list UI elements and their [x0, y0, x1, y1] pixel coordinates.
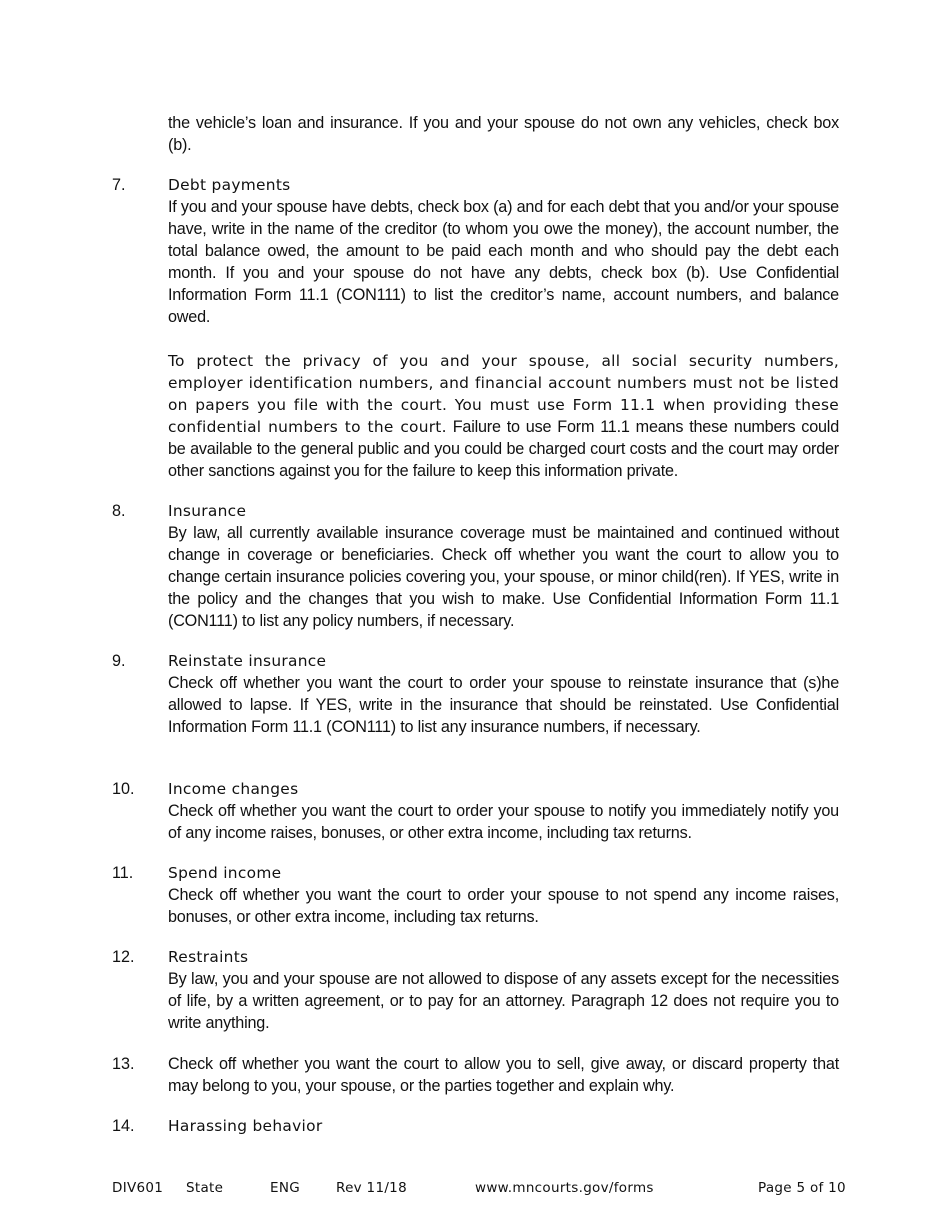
footer-url: www.mncourts.gov/forms: [475, 1180, 654, 1196]
footer-revision: Rev 11/18: [336, 1180, 407, 1196]
footer-language: ENG: [270, 1180, 300, 1196]
privacy-notice-part-1: To protect the privacy of you and your spouse, all social security numbers, employer identification numbers, and financial account numbers must not be listed on papers you file with the court. You must use Form 11.1 when providing these confidential numbers to the court.: [168, 352, 839, 436]
item-9: [112, 650, 839, 738]
item-paragraph: If you and your spouse have debts, check box (a) and for each debt that you and/or your spouse have, write in the name of the creditor (to whom you owe the money), the account number, the total balance owed, the amount to be paid each month and who should pay the debt each month. If you and your spouse do not have any debts, check box (b). Use Confidential Information Form 11.1 (CON111) to list the creditor’s name, account numbers, and balance owed.: [168, 198, 839, 326]
item-heading: Harassing behavior: [168, 1117, 323, 1135]
footer-jurisdiction: State: [186, 1180, 224, 1196]
privacy-notice-part-2: Failure to use Form 11.1 means these numbers could be available to the general public and you could be charged court costs and the court may order other sanctions against you for the failure to keep this information private.: [168, 418, 839, 480]
item-13: [112, 1053, 839, 1097]
item-paragraph: Check off whether you want the court to order your spouse to not spend any income raises, bonuses, or other extra income, including tax returns.: [168, 886, 839, 926]
item-heading: Insurance: [168, 502, 247, 520]
item-heading: Income changes: [168, 780, 299, 798]
item-heading: Spend income: [168, 864, 282, 882]
item-number: 8.: [112, 502, 126, 520]
item-number: 7.: [112, 176, 126, 194]
item-number: 13.: [112, 1055, 135, 1073]
item-7: [112, 174, 839, 482]
item-paragraph: Check off whether you want the court to allow you to sell, give away, or discard property that may belong to you, your spouse, or the parties together and explain why.: [168, 1055, 839, 1095]
footer-page-number: Page 5 of 10: [758, 1180, 846, 1196]
item-paragraph: Check off whether you want the court to order your spouse to reinstate insurance that (s)he allowed to lapse. If YES, write in the insurance that should be reinstated. Use Confidential Information Form 11.1 (CON111) to list any insurance numbers, if necessary.: [168, 674, 839, 736]
item-8: [112, 500, 839, 632]
item-14: [112, 1115, 839, 1137]
item-number: 14.: [112, 1117, 135, 1135]
item-heading: Debt payments: [168, 176, 291, 194]
item-number: 10.: [112, 780, 135, 798]
item-10: [112, 778, 839, 844]
item-heading: Reinstate insurance: [168, 652, 327, 670]
item-paragraph: By law, all currently available insurance coverage must be maintained and continued without change in coverage or beneficiaries. Check off whether you want the court to allow you to change certain insurance policies covering you, your spouse, or minor child(ren). If YES, write in the policy and the changes that you wish to make. Use Confidential Information Form 11.1 (CON111) to list any policy numbers, if necessary.: [168, 524, 839, 630]
item-paragraph: Check off whether you want the court to order your spouse to notify you immediately notify you of any income raises, bonuses, or other extra income, including tax returns.: [168, 802, 839, 842]
privacy-notice: [168, 350, 839, 482]
item-number: 9.: [112, 652, 126, 670]
footer-form-code: DIV601: [112, 1180, 164, 1196]
item-12: [112, 946, 839, 1034]
continuation-paragraph: the vehicle’s loan and insurance. If you and your spouse do not own any vehicles, check box (b).: [168, 114, 839, 154]
item-heading: Restraints: [168, 948, 249, 966]
item-paragraph: By law, you and your spouse are not allowed to dispose of any assets except for the necessities of life, by a written agreement, or to pay for an attorney. Paragraph 12 does not require you to write anything.: [168, 970, 839, 1032]
item-number: 11.: [112, 864, 134, 882]
item-11: [112, 862, 839, 928]
item-number: 12.: [112, 948, 135, 966]
